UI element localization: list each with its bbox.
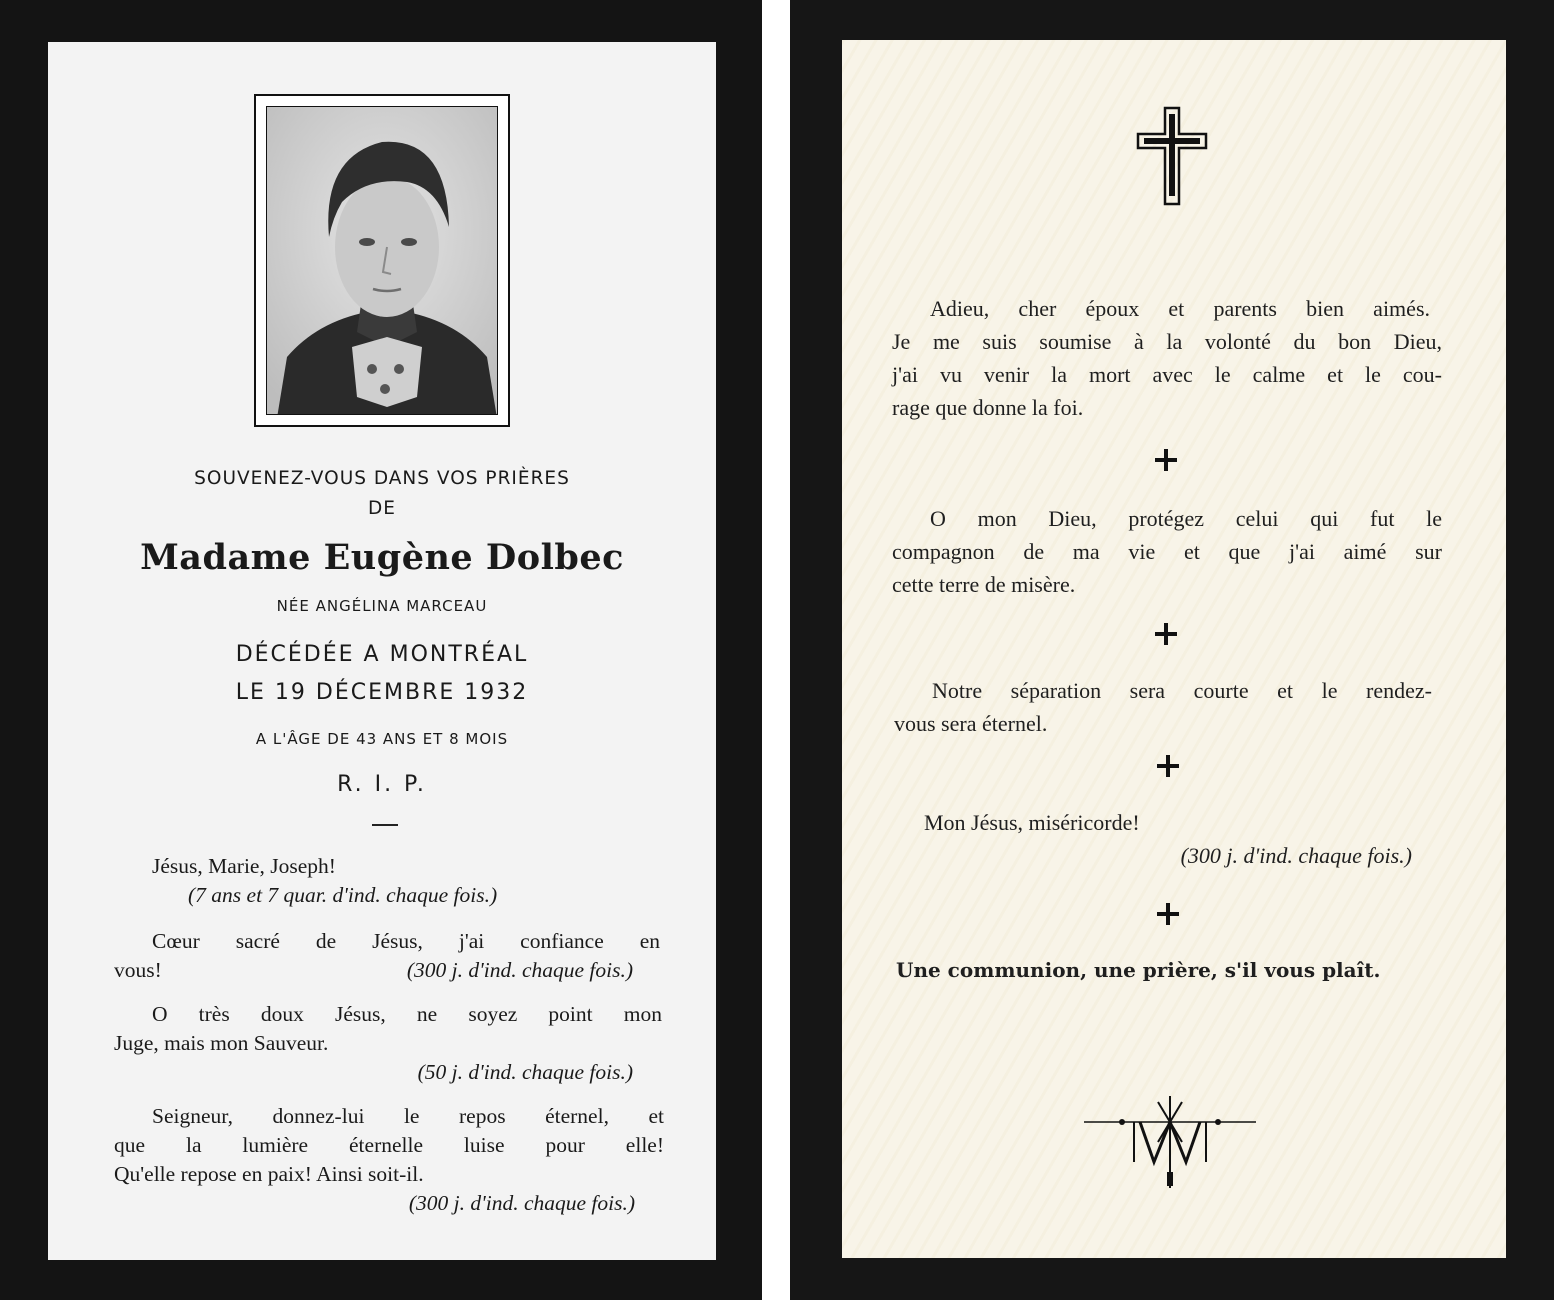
prayer-2-indulgence: (300 j. d'ind. chaque fois.) — [406, 958, 633, 982]
para2-line3: cette terre de misère. — [892, 572, 1076, 597]
prayer-2-line2: vous! — [114, 958, 162, 982]
deceased-place: DÉCÉDÉE A MONTRÉAL — [235, 642, 529, 667]
portrait-frame — [254, 94, 510, 427]
para2-line2: compagnon de ma vie et que j'ai aimé sur — [892, 539, 1442, 564]
rip: R. I. P. — [337, 772, 427, 797]
prayer-4-line1: Seigneur, donnez-lui le repos éternel, et — [152, 1104, 664, 1128]
para1-line1: Adieu, cher époux et parents bien aimés. — [930, 296, 1430, 321]
small-cross-icon — [1154, 622, 1178, 646]
divider — [372, 824, 398, 826]
memorial-card-front — [48, 42, 716, 1260]
heading-line1: SOUVENEZ-VOUS DANS VOS PRIÈRES — [194, 468, 570, 489]
small-cross-icon — [1156, 902, 1180, 926]
age-line: A L'ÂGE DE 43 ANS ET 8 MOIS — [255, 730, 509, 748]
prayer-1: Jésus, Marie, Joseph! — [152, 854, 336, 878]
portrait-photo — [266, 106, 498, 415]
para2-line1: O mon Dieu, protégez celui qui fut le — [930, 506, 1442, 531]
memorial-card-back — [842, 40, 1506, 1258]
cross-icon — [1132, 104, 1212, 212]
prayer-3-line1: O très doux Jésus, ne soyez point mon — [152, 1002, 662, 1026]
heading-line2: DE — [368, 498, 396, 519]
card-back-scan — [790, 0, 1554, 1300]
para1-line3: j'ai vu venir la mort avec le calme et le cou- — [892, 362, 1442, 387]
para1-line4: rage que donne la foi. — [892, 395, 1084, 420]
prayer-2-line1: Cœur sacré de Jésus, j'ai confiance en — [152, 929, 660, 953]
prayer-4-line3: Qu'elle repose en paix! Ainsi soit-il. — [114, 1162, 424, 1186]
para3-line2: vous sera éternel. — [894, 711, 1048, 736]
deceased-date: LE 19 DÉCEMBRE 1932 — [235, 680, 529, 705]
small-cross-icon — [1156, 754, 1180, 778]
closing-line: Une communion, une prière, s'il vous plaît. — [896, 958, 1381, 982]
para3-line1: Notre séparation sera courte et le rendez- — [932, 678, 1432, 703]
portrait-icon — [267, 107, 498, 415]
maiden-name: NÉE ANGÉLINA MARCEAU — [276, 597, 488, 615]
deceased-name: Madame Eugène Dolbec — [140, 537, 624, 578]
para4-indulgence: (300 j. d'ind. chaque fois.) — [1180, 843, 1412, 868]
para1-line2: Je me suis soumise à la volonté du bon Dieu, — [892, 329, 1442, 354]
prayer-1-indulgence: (7 ans et 7 quar. d'ind. chaque fois.) — [188, 883, 498, 907]
ornament-icon — [1082, 1092, 1258, 1192]
prayer-3-indulgence: (50 j. d'ind. chaque fois.) — [417, 1060, 633, 1084]
prayer-4-indulgence: (300 j. d'ind. chaque fois.) — [408, 1191, 635, 1215]
card-front-scan — [0, 0, 762, 1300]
para4-line: Mon Jésus, miséricorde! — [924, 810, 1140, 835]
small-cross-icon — [1154, 448, 1178, 472]
prayer-4-line2: que la lumière éternelle luise pour elle! — [114, 1133, 664, 1157]
prayer-3-line2: Juge, mais mon Sauveur. — [114, 1031, 329, 1055]
